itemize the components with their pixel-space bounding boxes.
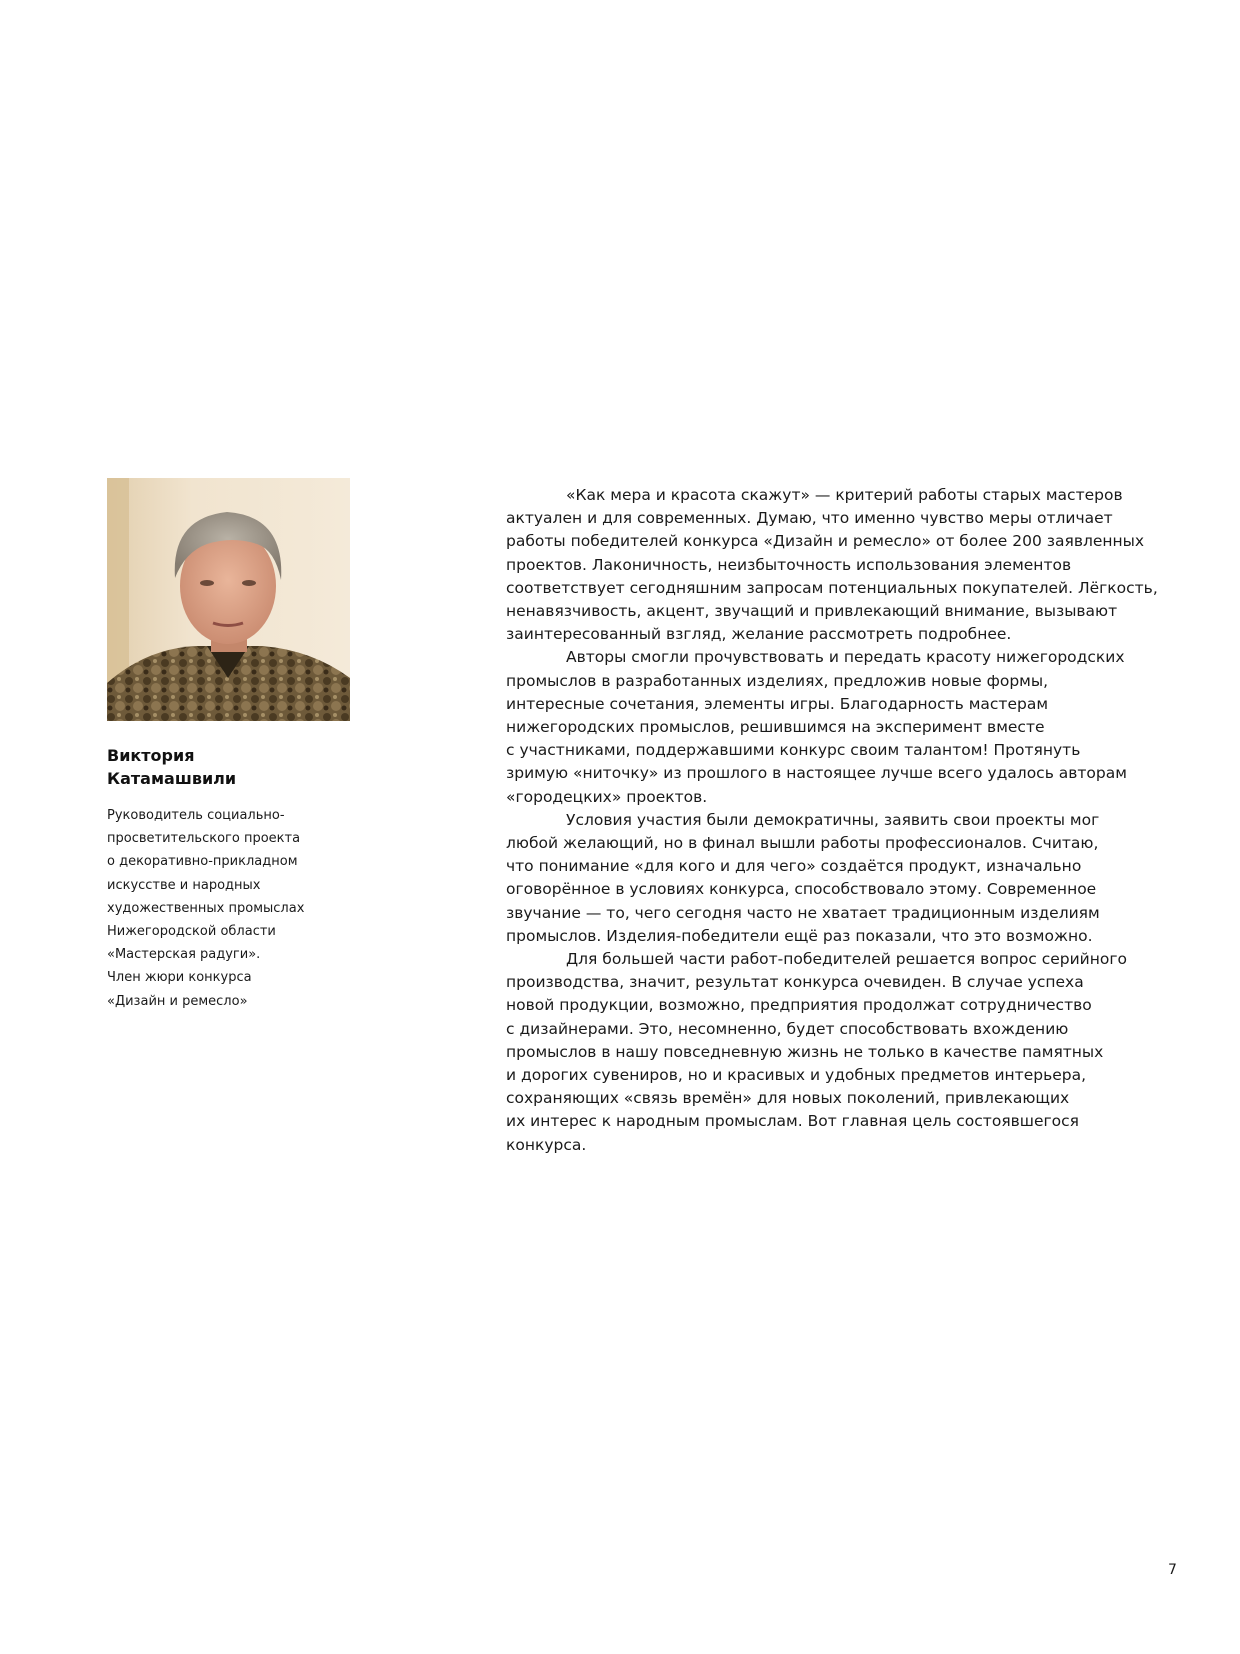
article-line: интересные сочетания, элементы игры. Благодарность мастерам xyxy=(506,694,1049,713)
article-line: «городецких» проектов. xyxy=(506,787,708,806)
author-description-line: Руководитель социально- xyxy=(107,808,285,823)
article-line: любой желающий, но в финал вышли работы профессионалов. Считаю, xyxy=(506,834,1099,853)
article-line: с участниками, поддержавшими конкурс своим талантом! Протянуть xyxy=(506,741,1081,760)
author-name-line: Катамашвили xyxy=(107,769,237,788)
article-line: звучание — то, чего сегодня часто не хватает традиционным изделиям xyxy=(506,903,1100,922)
article-line: их интерес к народным промыслам. Вот главная цель состоявшегося xyxy=(506,1112,1079,1131)
article-line: Авторы смогли прочувствовать и передать красоту нижегородских xyxy=(566,648,1125,667)
article-line: что понимание «для кого и для чего» создаётся продукт, изначально xyxy=(506,857,1082,876)
article-line: промыслов. Изделия-победители ещё раз показали, что это возможно. xyxy=(506,926,1093,945)
author-description-line: Нижегородской области xyxy=(107,924,276,940)
article-line: новой продукции, возможно, предприятия продолжат сотрудничество xyxy=(506,996,1092,1015)
author-description-line: «Мастерская радуги». xyxy=(107,947,261,963)
article-body xyxy=(506,484,1156,1157)
page-number: 7 xyxy=(1168,1562,1177,1578)
article-line: промыслов в разработанных изделиях, предложив новые формы, xyxy=(506,671,1049,690)
article-line: Для большей части работ-победителей решается вопрос серийного xyxy=(566,950,1127,969)
author-name-line: Виктория xyxy=(107,746,195,765)
article-line: актуален и для современных. Думаю, что именно чувство меры отличает xyxy=(506,509,1113,528)
article-line: заинтересованный взгляд, желание рассмотреть подробнее. xyxy=(506,625,1012,644)
article-line: зримую «ниточку» из прошлого в настоящее лучше всего удалось авторам xyxy=(506,764,1127,783)
author-description-line: художественных промыслах xyxy=(107,900,305,916)
article-line: производства, значит, результат конкурса очевиден. В случае успеха xyxy=(506,973,1084,992)
author-description xyxy=(107,804,387,1013)
author-portrait-photo xyxy=(107,478,350,721)
article-line: промыслов в нашу повседневную жизнь не только в качестве памятных xyxy=(506,1042,1104,1061)
article-line: с дизайнерами. Это, несомненно, будет способствовать вхождению xyxy=(506,1019,1069,1038)
article-line: конкурса. xyxy=(506,1135,587,1154)
author-description-line: «Дизайн и ремесло» xyxy=(107,993,248,1009)
article-line: проектов. Лаконичность, неизбыточность использования элементов xyxy=(506,555,1072,574)
article-line: работы победителей конкурса «Дизайн и ремесло» от более 200 заявленных xyxy=(506,532,1145,551)
article-line: ненавязчивость, акцент, звучащий и привлекающий внимание, вызывают xyxy=(506,602,1118,621)
author-description-line: просветительского проекта xyxy=(107,831,301,847)
author-description-line: искусстве и народных xyxy=(107,877,261,893)
article-line: оговорённое в условиях конкурса, способствовало этому. Современное xyxy=(506,880,1097,899)
portrait-image xyxy=(107,478,350,721)
article-line: нижегородских промыслов, решившимся на эксперимент вместе xyxy=(506,718,1045,737)
article-line: сохраняющих «связь времён» для новых поколений, привлекающих xyxy=(506,1089,1070,1108)
author-name xyxy=(107,744,367,790)
article-line: Условия участия были демократичны, заявить свои проекты мог xyxy=(566,810,1100,829)
article-line: и дорогих сувениров, но и красивых и удобных предметов интерьера, xyxy=(506,1066,1087,1085)
article-line: соответствует сегодняшним запросам потенциальных покупателей. Лёгкость, xyxy=(506,578,1158,597)
author-description-line: Член жюри конкурса xyxy=(107,970,252,986)
author-description-line: о декоративно-прикладном xyxy=(107,854,298,870)
article-line: «Как мера и красота скажут» — критерий работы старых мастеров xyxy=(566,486,1123,504)
